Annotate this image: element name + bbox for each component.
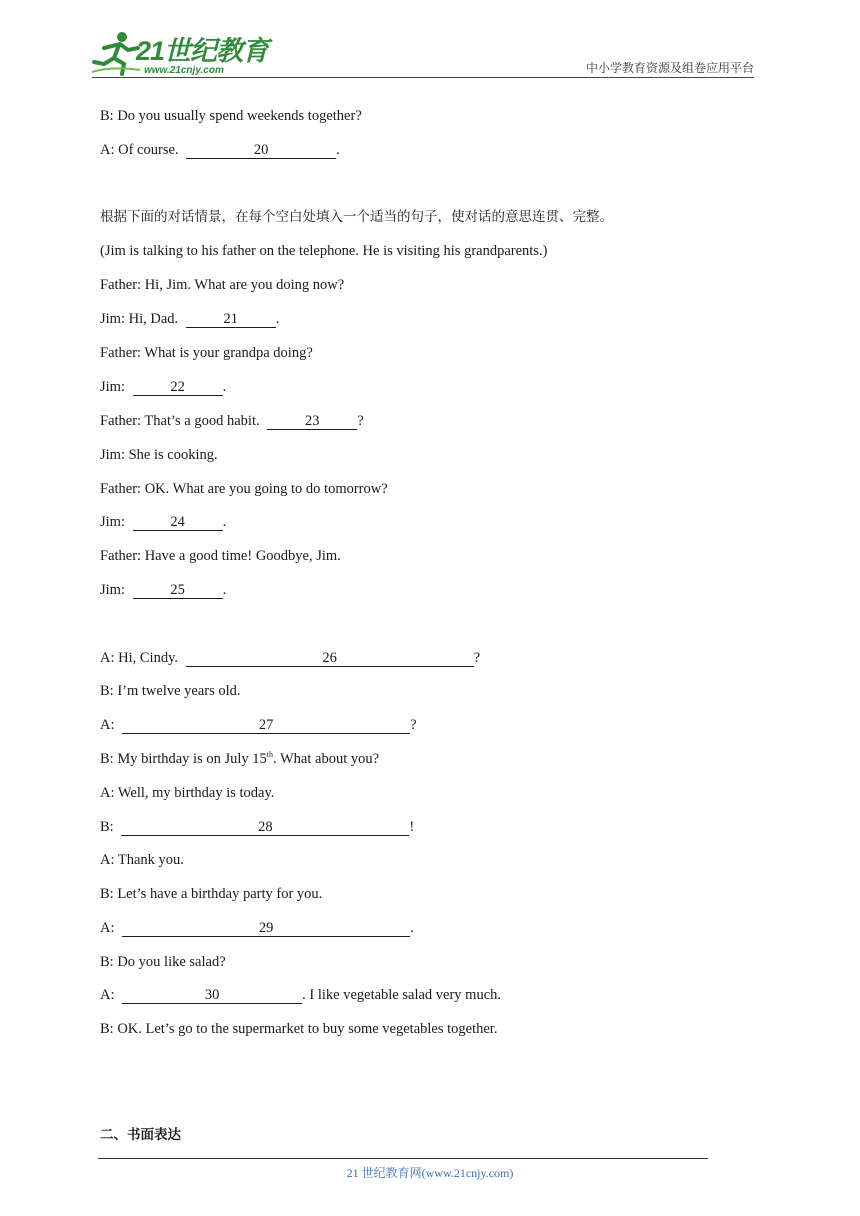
footer-text: 21 世纪教育网(www.21cnjy.com) — [346, 1166, 514, 1180]
dialog-line: Jim: She is cooking. — [100, 447, 218, 463]
dialog-line: B: OK. Let’s go to the supermarket to buy some vegetables together. — [100, 1021, 498, 1037]
dialog-line — [100, 581, 226, 599]
dialog-line: Father: Hi, Jim. What are you doing now? — [100, 277, 345, 293]
ordinal-suffix: th — [266, 750, 273, 760]
line-text: Jim: Hi, Dad. — [100, 311, 179, 327]
answer-blank-26[interactable]: 26 — [186, 651, 474, 667]
dialog-line: A: Thank you. — [100, 852, 184, 868]
line-text: . What about you? — [273, 751, 380, 767]
line-text: Jim: — [100, 514, 125, 530]
answer-blank-29[interactable]: 29 — [122, 921, 410, 937]
answer-blank-22[interactable]: 22 — [133, 380, 223, 396]
dialog-line: Father: OK. What are you going to do tomorrow? — [100, 481, 388, 497]
line-text: B: — [100, 819, 114, 835]
line-punct: . — [336, 142, 340, 158]
logo-text: 21世纪教育 — [136, 36, 269, 66]
dialog-line — [100, 716, 417, 734]
header-divider — [92, 77, 754, 78]
line-punct: . — [275, 311, 280, 327]
line-punct: ? — [357, 413, 364, 429]
dialog-line — [100, 818, 414, 836]
dialog-line: B: I’m twelve years old. — [100, 683, 241, 699]
section-title: 二、书面表达 — [100, 1127, 181, 1143]
answer-blank-21[interactable]: 21 — [186, 312, 276, 328]
line-punct: . — [222, 379, 227, 395]
logo — [92, 30, 269, 78]
line-punct: . — [222, 582, 227, 598]
platform-name: 中小学教育资源及组卷应用平台 — [585, 61, 754, 75]
dialog-line — [100, 310, 279, 328]
line-punct: . — [222, 514, 227, 530]
answer-blank-27[interactable]: 27 — [122, 718, 410, 734]
line-punct: ? — [410, 717, 417, 733]
page-header — [0, 0, 860, 80]
line-text: A: Hi, Cindy. — [100, 650, 179, 666]
line-text: A: Of course. — [100, 142, 179, 158]
dialog-line — [100, 412, 364, 430]
line-text: Father: That’s a good habit. — [100, 413, 260, 429]
dialog-line: Father: Have a good time! Goodbye, Jim. — [100, 548, 341, 564]
instruction: 根据下面的对话情景，在每个空白处填入一个适当的句子，使对话的意思连贯、完整。 — [100, 209, 613, 225]
dialog-line: B: Let’s have a birthday party for you. — [100, 886, 323, 902]
line-punct: ! — [409, 819, 415, 835]
dialog-line: A: Well, my birthday is today. — [100, 785, 275, 801]
answer-blank-30[interactable]: 30 — [122, 988, 302, 1004]
dialog-line — [100, 986, 501, 1004]
answer-blank-24[interactable]: 24 — [133, 515, 223, 531]
line-text: B: My birthday is on July 15 — [100, 751, 267, 767]
dialog-line — [100, 141, 340, 159]
dialog-line: B: Do you usually spend weekends together? — [100, 108, 362, 124]
line-text: Jim: — [100, 582, 125, 598]
line-text: A: — [100, 987, 115, 1003]
dialog-line — [100, 513, 226, 531]
line-text: . I like vegetable salad very much. — [302, 987, 502, 1003]
dialog-line — [100, 750, 379, 768]
answer-blank-20[interactable]: 20 — [186, 143, 336, 159]
line-punct: . — [410, 920, 414, 936]
dialog-line — [100, 649, 480, 667]
dialog-line: B: Do you like salad? — [100, 954, 226, 970]
line-text: A: — [100, 717, 115, 733]
line-text: A: — [100, 920, 115, 936]
answer-blank-25[interactable]: 25 — [133, 583, 223, 599]
runner-logo-icon — [92, 30, 142, 76]
footer-divider — [98, 1158, 708, 1159]
answer-blank-28[interactable]: 28 — [121, 820, 409, 836]
logo-url: www.21cnjy.com — [144, 65, 224, 76]
dialog-line — [100, 378, 226, 396]
dialog-line — [100, 919, 414, 937]
dialog-line: Father: What is your grandpa doing? — [100, 345, 313, 361]
line-text: Jim: — [100, 379, 125, 395]
answer-blank-23[interactable]: 23 — [267, 414, 357, 430]
dialog-context: (Jim is talking to his father on the telephone. He is visiting his grandparents.) — [100, 243, 548, 259]
line-punct: ? — [473, 650, 481, 666]
